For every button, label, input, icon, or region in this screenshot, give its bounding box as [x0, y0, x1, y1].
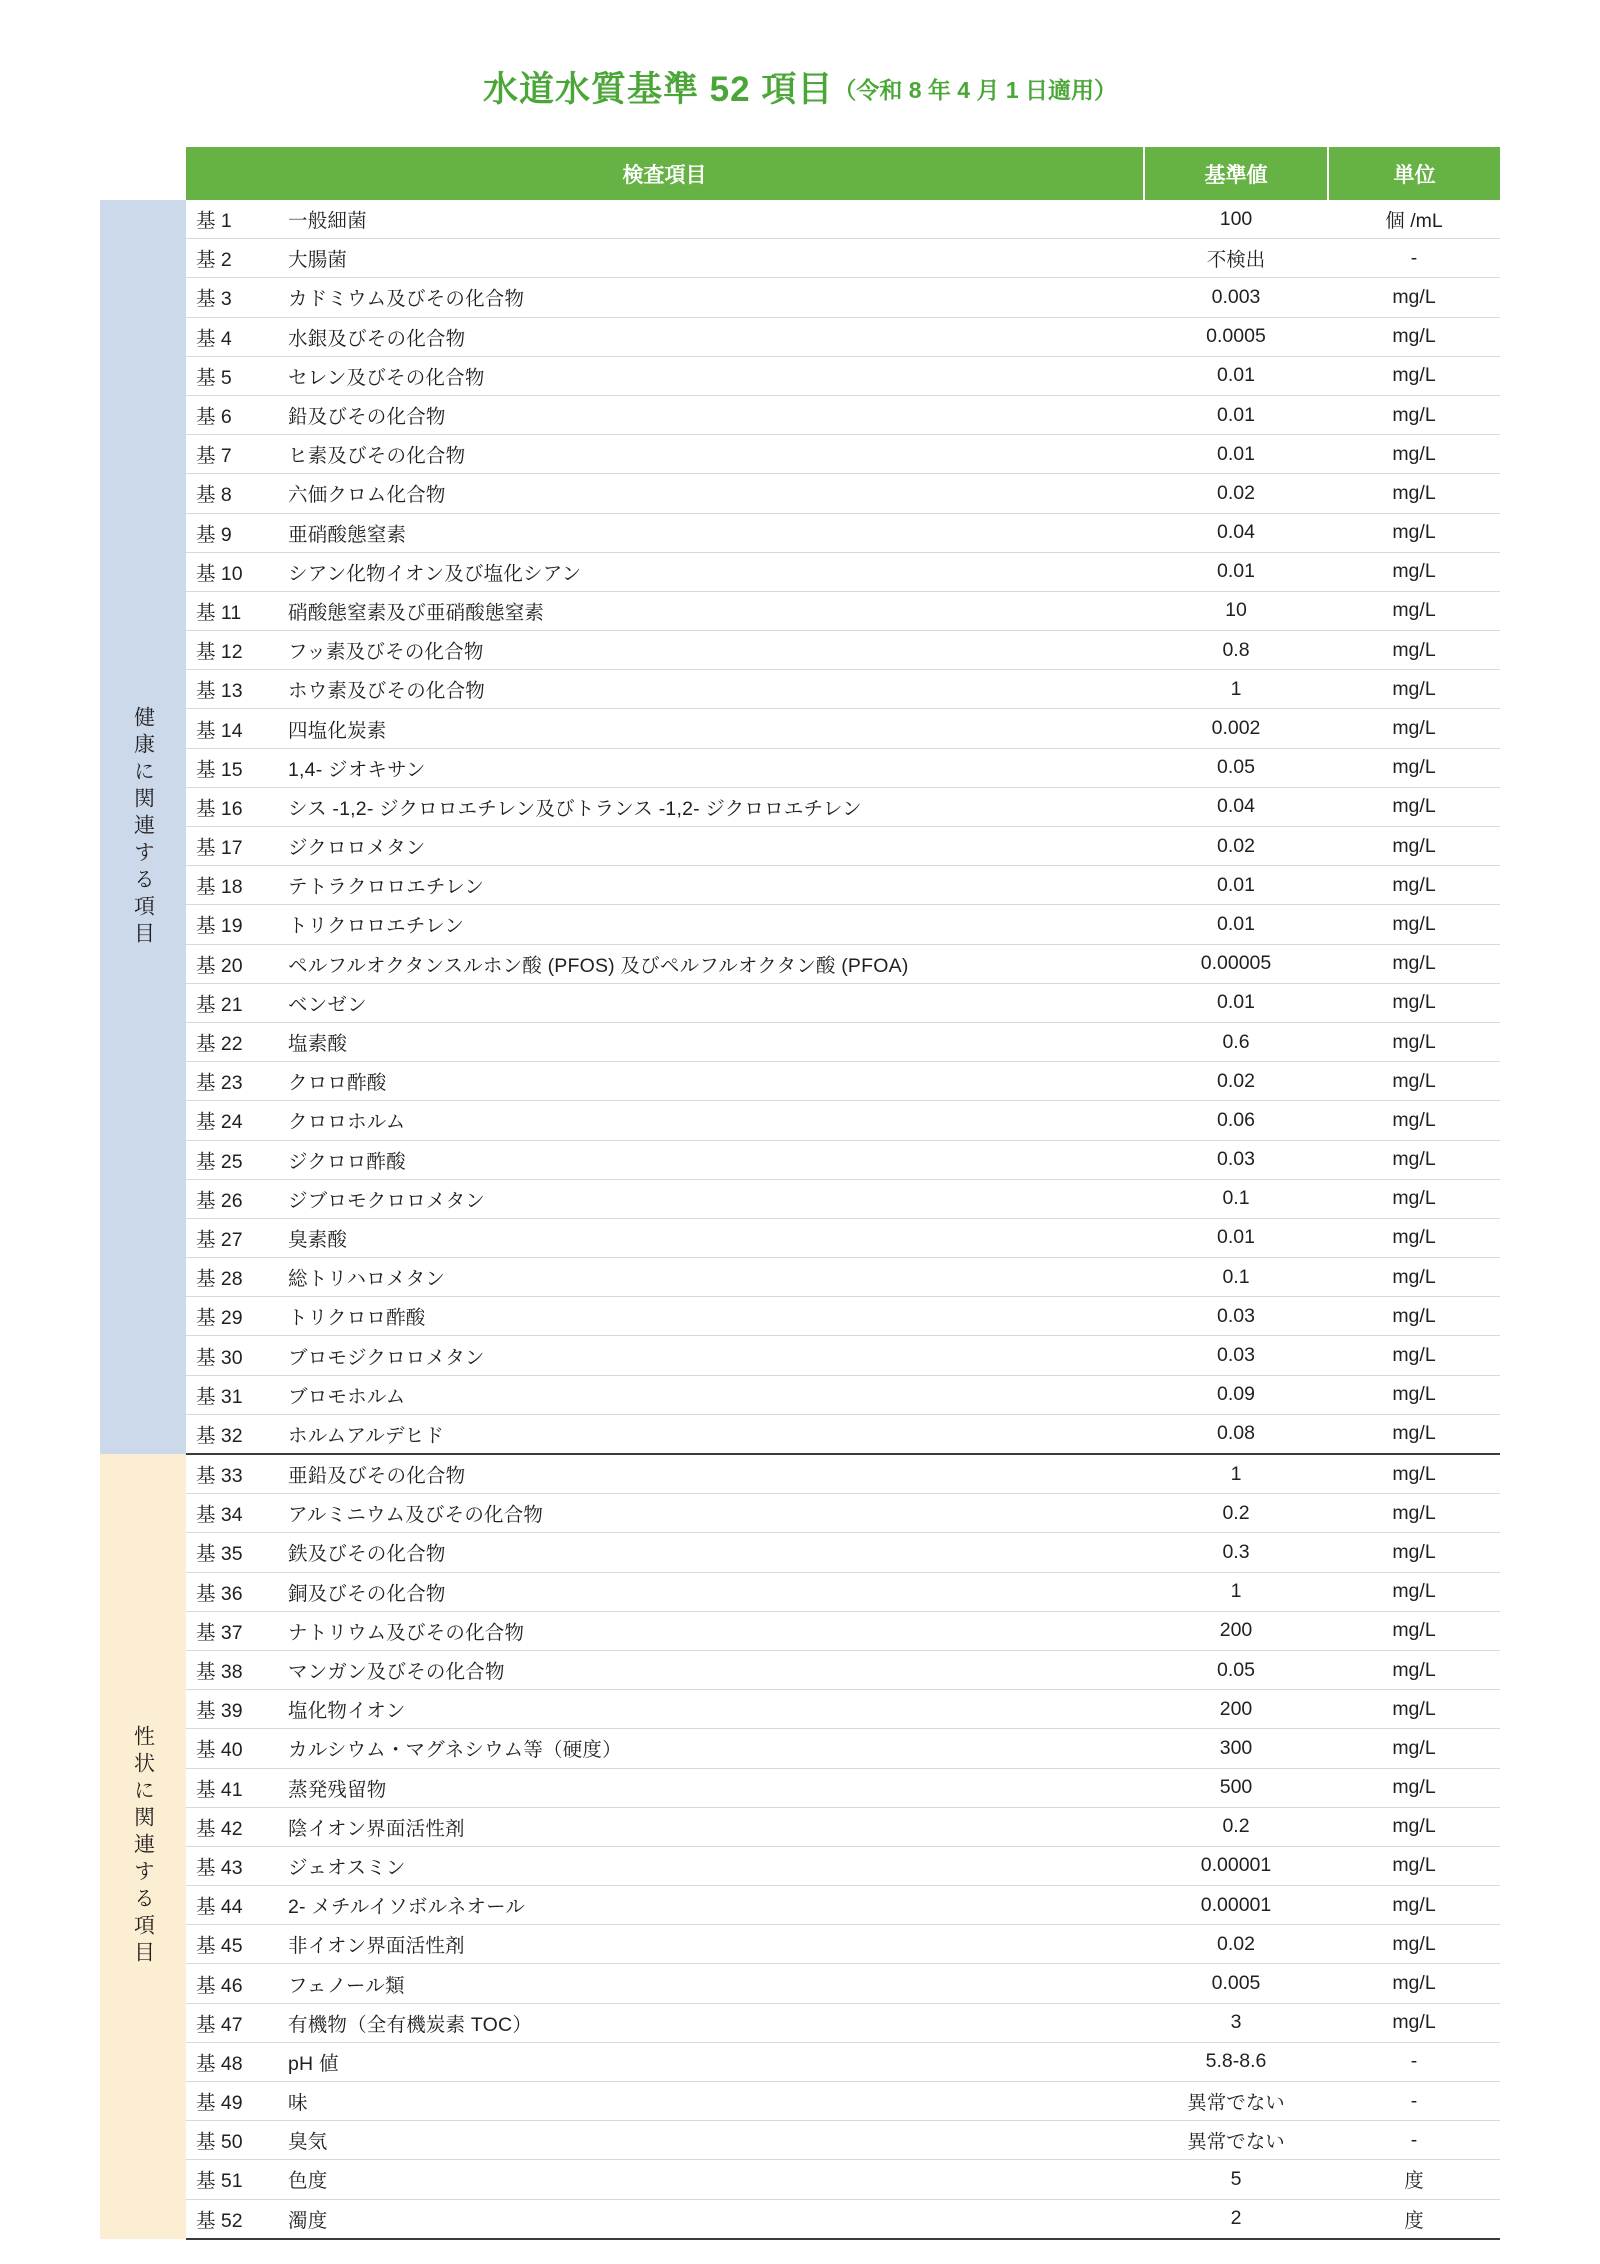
table-row — [100, 1964, 1500, 2003]
table-row — [100, 866, 1500, 905]
row-standard-value: 0.01 — [1144, 552, 1328, 591]
row-unit: mg/L — [1328, 1336, 1500, 1375]
table-row — [100, 1729, 1500, 1768]
row-item-name: アルミニウム及びその化合物 — [284, 1494, 1144, 1533]
row-item-name: 陰イオン界面活性剤 — [284, 1807, 1144, 1846]
table-row — [100, 631, 1500, 670]
row-unit: mg/L — [1328, 1022, 1500, 1061]
row-number: 基 1 — [186, 200, 284, 239]
row-standard-value: 5 — [1144, 2160, 1328, 2199]
row-item-name: 四塩化炭素 — [284, 709, 1144, 748]
table-row — [100, 983, 1500, 1022]
row-number: 基 5 — [186, 356, 284, 395]
row-item-name: 総トリハロメタン — [284, 1258, 1144, 1297]
row-unit: mg/L — [1328, 395, 1500, 434]
table-row — [100, 591, 1500, 630]
row-standard-value: 0.01 — [1144, 395, 1328, 434]
row-unit: mg/L — [1328, 1572, 1500, 1611]
table-row — [100, 200, 1500, 239]
row-number: 基 7 — [186, 435, 284, 474]
row-number: 基 34 — [186, 1494, 284, 1533]
row-number: 基 36 — [186, 1572, 284, 1611]
row-unit: mg/L — [1328, 670, 1500, 709]
row-item-name: 味 — [284, 2082, 1144, 2121]
row-standard-value: 0.03 — [1144, 1140, 1328, 1179]
table-row — [100, 513, 1500, 552]
row-item-name: 銅及びその化合物 — [284, 1572, 1144, 1611]
table-header — [100, 147, 1500, 200]
table-row — [100, 356, 1500, 395]
row-standard-value: 0.01 — [1144, 356, 1328, 395]
row-item-name: 大腸菌 — [284, 239, 1144, 278]
row-number: 基 16 — [186, 787, 284, 826]
row-number: 基 4 — [186, 317, 284, 356]
row-item-name: ブロモホルム — [284, 1375, 1144, 1414]
header-category-blank — [100, 147, 186, 200]
row-item-name: 一般細菌 — [284, 200, 1144, 239]
row-number: 基 21 — [186, 983, 284, 1022]
row-unit: mg/L — [1328, 866, 1500, 905]
row-standard-value: 200 — [1144, 1611, 1328, 1650]
page-title-sub: （令和 8 年 4 月 1 日適用） — [833, 77, 1118, 103]
row-standard-value: 0.01 — [1144, 983, 1328, 1022]
row-unit: - — [1328, 239, 1500, 278]
row-item-name: マンガン及びその化合物 — [284, 1650, 1144, 1689]
row-standard-value: 0.002 — [1144, 709, 1328, 748]
page-title — [0, 0, 1600, 112]
row-number: 基 42 — [186, 1807, 284, 1846]
water-quality-table-area — [100, 147, 1500, 2240]
row-unit: mg/L — [1328, 1650, 1500, 1689]
row-unit: - — [1328, 2121, 1500, 2160]
row-standard-value: 0.00001 — [1144, 1886, 1328, 1925]
table-row — [100, 395, 1500, 434]
row-standard-value: 0.03 — [1144, 1336, 1328, 1375]
row-number: 基 51 — [186, 2160, 284, 2199]
row-item-name: シアン化物イオン及び塩化シアン — [284, 552, 1144, 591]
row-standard-value: 0.02 — [1144, 474, 1328, 513]
row-item-name: ホルムアルデヒド — [284, 1414, 1144, 1454]
row-standard-value: 5.8-8.6 — [1144, 2042, 1328, 2081]
row-unit: mg/L — [1328, 1807, 1500, 1846]
row-standard-value: 1 — [1144, 1454, 1328, 1494]
row-item-name: カドミウム及びその化合物 — [284, 278, 1144, 317]
row-unit: mg/L — [1328, 1218, 1500, 1257]
row-number: 基 17 — [186, 827, 284, 866]
header-unit: 単位 — [1328, 147, 1500, 200]
table-row — [100, 552, 1500, 591]
header-item: 検査項目 — [186, 147, 1144, 200]
row-standard-value: 1 — [1144, 1572, 1328, 1611]
row-item-name: クロロホルム — [284, 1101, 1144, 1140]
table-row — [100, 1925, 1500, 1964]
row-standard-value: 3 — [1144, 2003, 1328, 2042]
table-row — [100, 2121, 1500, 2160]
table-row — [100, 2082, 1500, 2121]
row-item-name: ブロモジクロロメタン — [284, 1336, 1144, 1375]
row-unit: mg/L — [1328, 513, 1500, 552]
table-row — [100, 1375, 1500, 1414]
row-unit: mg/L — [1328, 1414, 1500, 1454]
row-number: 基 18 — [186, 866, 284, 905]
table-row — [100, 1650, 1500, 1689]
table-row — [100, 1533, 1500, 1572]
row-standard-value: 0.02 — [1144, 1925, 1328, 1964]
row-number: 基 25 — [186, 1140, 284, 1179]
row-item-name: 臭気 — [284, 2121, 1144, 2160]
row-standard-value: 100 — [1144, 200, 1328, 239]
row-standard-value: 0.08 — [1144, 1414, 1328, 1454]
table-row — [100, 1494, 1500, 1533]
table-row — [100, 1140, 1500, 1179]
table-row — [100, 905, 1500, 944]
table-row — [100, 1179, 1500, 1218]
row-standard-value: 2 — [1144, 2199, 1328, 2239]
row-number: 基 11 — [186, 591, 284, 630]
row-unit: mg/L — [1328, 1101, 1500, 1140]
row-unit: 度 — [1328, 2160, 1500, 2199]
table-row — [100, 278, 1500, 317]
row-number: 基 32 — [186, 1414, 284, 1454]
table-row — [100, 474, 1500, 513]
row-number: 基 8 — [186, 474, 284, 513]
row-number: 基 19 — [186, 905, 284, 944]
row-unit: mg/L — [1328, 1690, 1500, 1729]
table-row — [100, 709, 1500, 748]
header-standard: 基準値 — [1144, 147, 1328, 200]
row-unit: mg/L — [1328, 905, 1500, 944]
table-row — [100, 1454, 1500, 1494]
table-row — [100, 1846, 1500, 1885]
page-title-main: 水道水質基準 52 項目 — [482, 70, 834, 109]
row-standard-value: 0.8 — [1144, 631, 1328, 670]
row-standard-value: 異常でない — [1144, 2082, 1328, 2121]
row-item-name: ジェオスミン — [284, 1846, 1144, 1885]
row-number: 基 9 — [186, 513, 284, 552]
table-row — [100, 2160, 1500, 2199]
table-row — [100, 827, 1500, 866]
row-unit: mg/L — [1328, 1925, 1500, 1964]
row-standard-value: 0.6 — [1144, 1022, 1328, 1061]
table-row — [100, 1258, 1500, 1297]
row-unit: mg/L — [1328, 709, 1500, 748]
row-number: 基 43 — [186, 1846, 284, 1885]
row-number: 基 10 — [186, 552, 284, 591]
table-row — [100, 1218, 1500, 1257]
row-number: 基 46 — [186, 1964, 284, 2003]
row-number: 基 48 — [186, 2042, 284, 2081]
row-unit: mg/L — [1328, 1179, 1500, 1218]
table-row — [100, 1022, 1500, 1061]
row-number: 基 33 — [186, 1454, 284, 1494]
row-number: 基 2 — [186, 239, 284, 278]
row-item-name: ベンゼン — [284, 983, 1144, 1022]
row-number: 基 24 — [186, 1101, 284, 1140]
table-row — [100, 2199, 1500, 2239]
row-standard-value: 0.05 — [1144, 1650, 1328, 1689]
row-unit: mg/L — [1328, 1062, 1500, 1101]
row-number: 基 37 — [186, 1611, 284, 1650]
row-item-name: ナトリウム及びその化合物 — [284, 1611, 1144, 1650]
row-number: 基 28 — [186, 1258, 284, 1297]
row-unit: mg/L — [1328, 1454, 1500, 1494]
row-standard-value: 0.03 — [1144, 1297, 1328, 1336]
row-standard-value: 0.09 — [1144, 1375, 1328, 1414]
category-label-health — [100, 200, 186, 1454]
row-number: 基 6 — [186, 395, 284, 434]
table-row — [100, 1572, 1500, 1611]
table-row — [100, 1062, 1500, 1101]
row-item-name: 濁度 — [284, 2199, 1144, 2239]
row-number: 基 38 — [186, 1650, 284, 1689]
row-number: 基 52 — [186, 2199, 284, 2239]
row-standard-value: 10 — [1144, 591, 1328, 630]
row-number: 基 30 — [186, 1336, 284, 1375]
row-unit: mg/L — [1328, 278, 1500, 317]
row-standard-value: 200 — [1144, 1690, 1328, 1729]
row-unit: mg/L — [1328, 552, 1500, 591]
row-unit: mg/L — [1328, 1140, 1500, 1179]
row-standard-value: 0.00005 — [1144, 944, 1328, 983]
table-row — [100, 1336, 1500, 1375]
row-item-name: 水銀及びその化合物 — [284, 317, 1144, 356]
table-row — [100, 1611, 1500, 1650]
row-number: 基 20 — [186, 944, 284, 983]
row-number: 基 26 — [186, 1179, 284, 1218]
table-row — [100, 944, 1500, 983]
row-unit: mg/L — [1328, 591, 1500, 630]
table-row — [100, 1690, 1500, 1729]
table-row — [100, 748, 1500, 787]
row-unit: mg/L — [1328, 748, 1500, 787]
row-item-name: 1,4- ジオキサン — [284, 748, 1144, 787]
table-row — [100, 1414, 1500, 1454]
row-item-name: トリクロロエチレン — [284, 905, 1144, 944]
row-item-name: 塩化物イオン — [284, 1690, 1144, 1729]
row-unit: mg/L — [1328, 317, 1500, 356]
row-unit: mg/L — [1328, 631, 1500, 670]
row-standard-value: 0.02 — [1144, 1062, 1328, 1101]
row-unit: mg/L — [1328, 474, 1500, 513]
row-number: 基 29 — [186, 1297, 284, 1336]
row-standard-value: 500 — [1144, 1768, 1328, 1807]
category-label-quality — [100, 1454, 186, 2239]
row-standard-value: 300 — [1144, 1729, 1328, 1768]
row-unit: mg/L — [1328, 1375, 1500, 1414]
row-item-name: 2- メチルイソボルネオール — [284, 1886, 1144, 1925]
table-row — [100, 1768, 1500, 1807]
row-item-name: pH 値 — [284, 2042, 1144, 2081]
row-number: 基 31 — [186, 1375, 284, 1414]
row-item-name: 色度 — [284, 2160, 1144, 2199]
row-standard-value: 不検出 — [1144, 239, 1328, 278]
row-unit: - — [1328, 2042, 1500, 2081]
row-unit: mg/L — [1328, 1258, 1500, 1297]
row-unit: mg/L — [1328, 983, 1500, 1022]
row-unit: mg/L — [1328, 435, 1500, 474]
row-number: 基 35 — [186, 1533, 284, 1572]
table-row — [100, 317, 1500, 356]
row-item-name: フェノール類 — [284, 1964, 1144, 2003]
row-number: 基 50 — [186, 2121, 284, 2160]
row-number: 基 14 — [186, 709, 284, 748]
row-standard-value: 0.01 — [1144, 435, 1328, 474]
row-item-name: 蒸発残留物 — [284, 1768, 1144, 1807]
row-unit: mg/L — [1328, 1886, 1500, 1925]
table-row — [100, 670, 1500, 709]
table-row — [100, 2042, 1500, 2081]
row-number: 基 40 — [186, 1729, 284, 1768]
row-item-name: クロロ酢酸 — [284, 1062, 1144, 1101]
row-item-name: フッ素及びその化合物 — [284, 631, 1144, 670]
row-unit: mg/L — [1328, 827, 1500, 866]
row-standard-value: 0.2 — [1144, 1494, 1328, 1533]
row-number: 基 3 — [186, 278, 284, 317]
row-standard-value: 0.005 — [1144, 1964, 1328, 2003]
row-item-name: 亜鉛及びその化合物 — [284, 1454, 1144, 1494]
row-item-name: 六価クロム化合物 — [284, 474, 1144, 513]
row-standard-value: 0.3 — [1144, 1533, 1328, 1572]
row-unit: mg/L — [1328, 1494, 1500, 1533]
row-unit: mg/L — [1328, 1768, 1500, 1807]
row-item-name: シス -1,2- ジクロロエチレン及びトランス -1,2- ジクロロエチレン — [284, 787, 1144, 826]
table-row — [100, 1807, 1500, 1846]
row-item-name: ジクロロメタン — [284, 827, 1144, 866]
row-item-name: ジブロモクロロメタン — [284, 1179, 1144, 1218]
water-quality-table — [100, 147, 1500, 2240]
row-number: 基 13 — [186, 670, 284, 709]
row-item-name: トリクロロ酢酸 — [284, 1297, 1144, 1336]
table-row — [100, 1297, 1500, 1336]
table-row — [100, 2003, 1500, 2042]
row-unit: mg/L — [1328, 1729, 1500, 1768]
row-number: 基 15 — [186, 748, 284, 787]
row-unit: - — [1328, 2082, 1500, 2121]
row-unit: 度 — [1328, 2199, 1500, 2239]
row-standard-value: 異常でない — [1144, 2121, 1328, 2160]
row-item-name: 鉄及びその化合物 — [284, 1533, 1144, 1572]
row-item-name: 非イオン界面活性剤 — [284, 1925, 1144, 1964]
row-standard-value: 1 — [1144, 670, 1328, 709]
row-unit: mg/L — [1328, 356, 1500, 395]
table-row — [100, 1101, 1500, 1140]
row-number: 基 27 — [186, 1218, 284, 1257]
table-body — [100, 200, 1500, 2239]
row-item-name: カルシウム・マグネシウム等（硬度） — [284, 1729, 1144, 1768]
row-number: 基 39 — [186, 1690, 284, 1729]
table-row — [100, 435, 1500, 474]
row-standard-value: 0.2 — [1144, 1807, 1328, 1846]
row-unit: mg/L — [1328, 2003, 1500, 2042]
row-unit: mg/L — [1328, 1846, 1500, 1885]
row-item-name: ヒ素及びその化合物 — [284, 435, 1144, 474]
row-standard-value: 0.01 — [1144, 1218, 1328, 1257]
row-unit: mg/L — [1328, 944, 1500, 983]
category-quality-text: 性状に関連する項目 — [131, 1724, 155, 1968]
row-item-name: 硝酸態窒素及び亜硝酸態窒素 — [284, 591, 1144, 630]
row-standard-value: 0.003 — [1144, 278, 1328, 317]
row-item-name: 有機物（全有機炭素 TOC） — [284, 2003, 1144, 2042]
row-number: 基 41 — [186, 1768, 284, 1807]
row-standard-value: 0.00001 — [1144, 1846, 1328, 1885]
row-standard-value: 0.1 — [1144, 1179, 1328, 1218]
row-number: 基 47 — [186, 2003, 284, 2042]
table-row — [100, 1886, 1500, 1925]
row-item-name: 臭素酸 — [284, 1218, 1144, 1257]
table-row — [100, 787, 1500, 826]
row-unit: mg/L — [1328, 787, 1500, 826]
row-item-name: ホウ素及びその化合物 — [284, 670, 1144, 709]
row-unit: 個 /mL — [1328, 200, 1500, 239]
row-number: 基 49 — [186, 2082, 284, 2121]
row-number: 基 44 — [186, 1886, 284, 1925]
row-item-name: ジクロロ酢酸 — [284, 1140, 1144, 1179]
row-standard-value: 0.02 — [1144, 827, 1328, 866]
row-number: 基 23 — [186, 1062, 284, 1101]
row-number: 基 45 — [186, 1925, 284, 1964]
table-row — [100, 239, 1500, 278]
row-standard-value: 0.1 — [1144, 1258, 1328, 1297]
row-standard-value: 0.04 — [1144, 513, 1328, 552]
row-item-name: 塩素酸 — [284, 1022, 1144, 1061]
row-item-name: ペルフルオクタンスルホン酸 (PFOS) 及びペルフルオクタン酸 (PFOA) — [284, 944, 1144, 983]
row-standard-value: 0.0005 — [1144, 317, 1328, 356]
row-standard-value: 0.06 — [1144, 1101, 1328, 1140]
row-number: 基 12 — [186, 631, 284, 670]
row-unit: mg/L — [1328, 1297, 1500, 1336]
row-standard-value: 0.05 — [1144, 748, 1328, 787]
row-item-name: 亜硝酸態窒素 — [284, 513, 1144, 552]
row-unit: mg/L — [1328, 1611, 1500, 1650]
row-item-name: 鉛及びその化合物 — [284, 395, 1144, 434]
row-item-name: セレン及びその化合物 — [284, 356, 1144, 395]
row-standard-value: 0.01 — [1144, 866, 1328, 905]
row-standard-value: 0.01 — [1144, 905, 1328, 944]
row-unit: mg/L — [1328, 1964, 1500, 2003]
row-item-name: テトラクロロエチレン — [284, 866, 1144, 905]
row-unit: mg/L — [1328, 1533, 1500, 1572]
category-health-text: 健康に関連する項目 — [131, 705, 155, 949]
row-number: 基 22 — [186, 1022, 284, 1061]
row-standard-value: 0.04 — [1144, 787, 1328, 826]
